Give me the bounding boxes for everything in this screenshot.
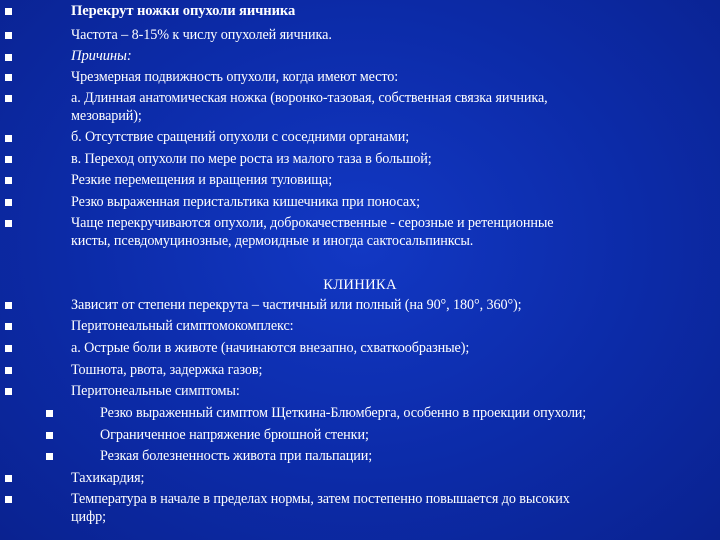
bullet-icon	[5, 220, 12, 227]
cause-v: в. Переход опухоли по мере роста из малого таза в большой;	[71, 151, 432, 167]
peritoneal-symptoms-text: Перитонеальные симптомы:	[71, 383, 240, 399]
nausea-text: Тошнота, рвота, задержка газов;	[71, 362, 263, 378]
tachycardia-text: Тахикардия;	[71, 470, 145, 486]
temperature-line1: Температура в начале в пределах нормы, затем постепенно повышается до высоких	[71, 491, 570, 507]
cause-a-line1: а. Длинная анатомическая ножка (воронко-тазовая, собственная связка яичника,	[71, 90, 548, 106]
bullet-icon	[5, 135, 12, 142]
bullet-icon	[46, 453, 53, 460]
cause-b: б. Отсутствие сращений опухоли с соседними органами;	[71, 129, 410, 145]
bullet-icon	[5, 367, 12, 374]
slide-title: Перекрут ножки опухоли яичника	[71, 3, 296, 19]
clinic-heading: КЛИНИКА	[323, 277, 397, 293]
benign-line2: кисты, псевдомуцинозные, дермоидные и иногда сактосальпинксы.	[71, 233, 474, 249]
peristalsis-text: Резко выраженная перистальтика кишечника при поносах;	[71, 194, 420, 210]
sub-item-blumberg: Резко выраженный симптом Щеткина-Блюмберга, особенно в проекции опухоли;	[100, 405, 587, 421]
bullet-icon	[5, 199, 12, 206]
bullet-icon	[5, 74, 12, 81]
bullet-icon	[5, 32, 12, 39]
bullet-icon	[5, 156, 12, 163]
bullet-icon	[5, 8, 12, 15]
degree-text: Зависит от степени перекрута – частичный или полный (на 90°, 180°, 360°);	[71, 297, 522, 313]
bullet-icon	[5, 496, 12, 503]
bullet-icon	[46, 410, 53, 417]
temperature-line2: цифр;	[71, 509, 106, 525]
frequency-text: Частота – 8-15% к числу опухолей яичника.	[71, 27, 332, 43]
bullet-icon	[5, 54, 12, 61]
causes-heading: Причины:	[71, 48, 132, 64]
bullet-icon	[5, 95, 12, 102]
sub-item-tension: Ограниченное напряжение брюшной стенки;	[100, 427, 369, 443]
bullet-icon	[5, 177, 12, 184]
bullet-icon	[5, 323, 12, 330]
bullet-icon	[5, 388, 12, 395]
sub-item-tenderness: Резкая болезненность живота при пальпации;	[100, 448, 373, 464]
bullet-icon	[5, 345, 12, 352]
bullet-icon	[5, 475, 12, 482]
benign-line1: Чаще перекручиваются опухоли, доброкачественные - серозные и ретенционные	[71, 215, 554, 231]
mobility-text: Чрезмерная подвижность опухоли, когда имеют место:	[71, 69, 399, 85]
cause-a-line2: мезоварий);	[71, 108, 142, 124]
movement-text: Резкие перемещения и вращения туловища;	[71, 172, 333, 188]
bullet-icon	[46, 432, 53, 439]
pain-text: а. Острые боли в животе (начинаются внезапно, схваткообразные);	[71, 340, 470, 356]
peritoneal-complex-text: Перитонеальный симптомокомплекс:	[71, 318, 294, 334]
bullet-icon	[5, 302, 12, 309]
